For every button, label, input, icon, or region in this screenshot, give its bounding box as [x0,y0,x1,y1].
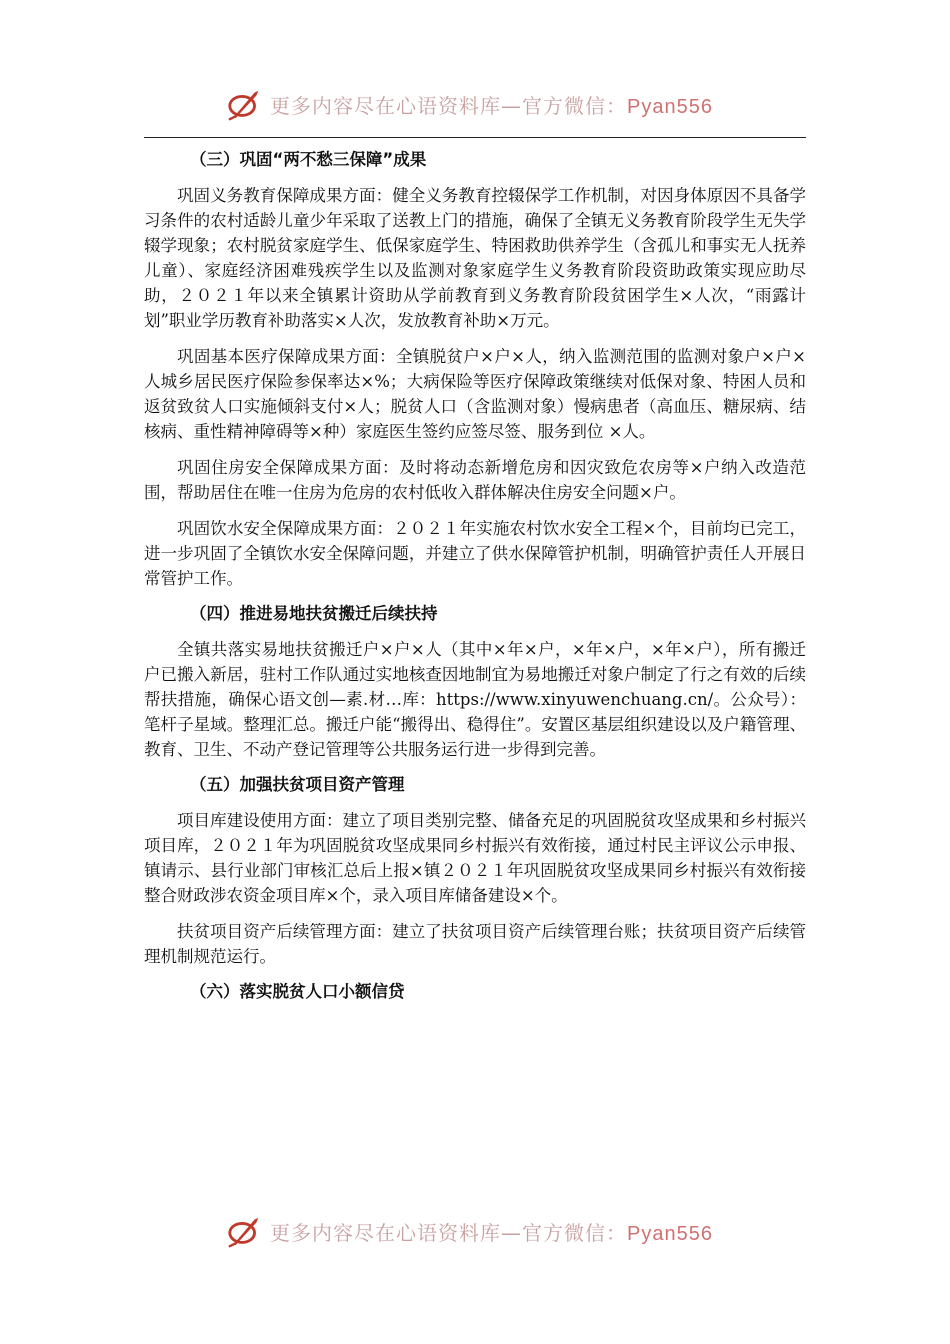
watermark-slogan: 更多内容尽在心语资料库—官方微信： [270,1220,627,1245]
paragraph-relocation: 全镇共落实易地扶贫搬迁户×户×人（其中×年×户，×年×户，×年×户），所有搬迁户已搬入新居，驻村工作队通过实地核查因地制宜为易地搬迁对象户制定了行之有效的后续帮扶措施，确保心语文创—素.材…库：https://www.xinyuwenchuang.cn/。公众号）：笔杆子星域。整理汇总。搬迁户能“搬得出、稳得住”。安置区基层组织建设以及户籍管理、教育、卫生、不动产登记管理等公共服务运行进一步得到完善。 [144,640,806,759]
watermark-text [270,90,713,119]
paragraph-asset-management: 扶贫项目资产后续管理方面：建立了扶贫项目资产后续管理台账；扶贫项目资产后续管理机制规范运行。 [144,922,806,966]
paragraph-project-library: 项目库建设使用方面：建立了项目类别完整、储备充足的巩固脱贫攻坚成果和乡村振兴项目库，２０２１年为巩固脱贫攻坚成果同乡村振兴有效衔接，通过村民主评议公示申报、镇请示、县行业部门审核汇总后上报×镇２０２１年巩固脱贫攻坚成果同乡村振兴有效衔接整合财政涉农资金项目库×个，录入项目库储备建设×个。 [144,811,806,905]
quill-pen-logo-icon [226,1212,264,1250]
header-divider [144,137,806,138]
watermark-wechat-id: Pyan556 [627,95,713,118]
paragraph-medical: 巩固基本医疗保障成果方面：全镇脱贫户×户×人，纳入监测范围的监测对象户×户×人城乡居民医疗保险参保率达×%；大病保险等医疗保障政策继续对低保对象、特困人员和返贫致贫人口实施倾斜支付×人；脱贫人口（含监测对象）慢病患者（高血压、糖尿病、结核病、重性精神障碍等×种）家庭医生签约应签尽签、服务到位 ×人。 [144,347,806,441]
watermark-slogan: 更多内容尽在心语资料库—官方微信： [270,93,627,118]
section-heading-5: （五）加强扶贫项目资产管理 [190,775,405,794]
section-heading-3: （三）巩固“两不愁三保障”成果 [190,150,427,169]
document-body [144,145,806,1004]
footer-watermark [226,1211,746,1251]
quill-pen-logo-icon [226,85,264,123]
paragraph-housing: 巩固住房安全保障成果方面：及时将动态新增危房和因灾致危农房等×户纳入改造范围，帮助居住在唯一住房为危房的农村低收入群体解决住房安全问题×户。 [144,458,806,502]
watermark-wechat-id: Pyan556 [627,1222,713,1245]
section-heading-6: （六）落实脱贫人口小额信贷 [190,982,405,1001]
watermark-text [270,1217,713,1246]
paragraph-education: 巩固义务教育保障成果方面：健全义务教育控辍保学工作机制，对因身体原因不具备学习条件的农村适龄儿童少年采取了送教上门的措施，确保了全镇无义务教育阶段学生无失学辍学现象；农村脱贫家庭学生、低保家庭学生、特困救助供养学生（含孤儿和事实无人抚养儿童）、家庭经济困难残疾学生以及监测对象家庭学生义务教育阶段资助政策实现应助尽助，２０２１年以来全镇累计资助从学前教育到义务教育阶段贫困学生×人次，“雨露计划”职业学历教育补助落实×人次，发放教育补助×万元。 [144,186,806,330]
section-heading-4: （四）推进易地扶贫搬迁后续扶持 [190,604,438,623]
header-watermark [226,84,746,124]
paragraph-water: 巩固饮水安全保障成果方面：２０２１年实施农村饮水安全工程×个，目前均已完工，进一步巩固了全镇饮水安全保障问题，并建立了供水保障管护机制，明确管护责任人开展日常管护工作。 [144,519,806,588]
